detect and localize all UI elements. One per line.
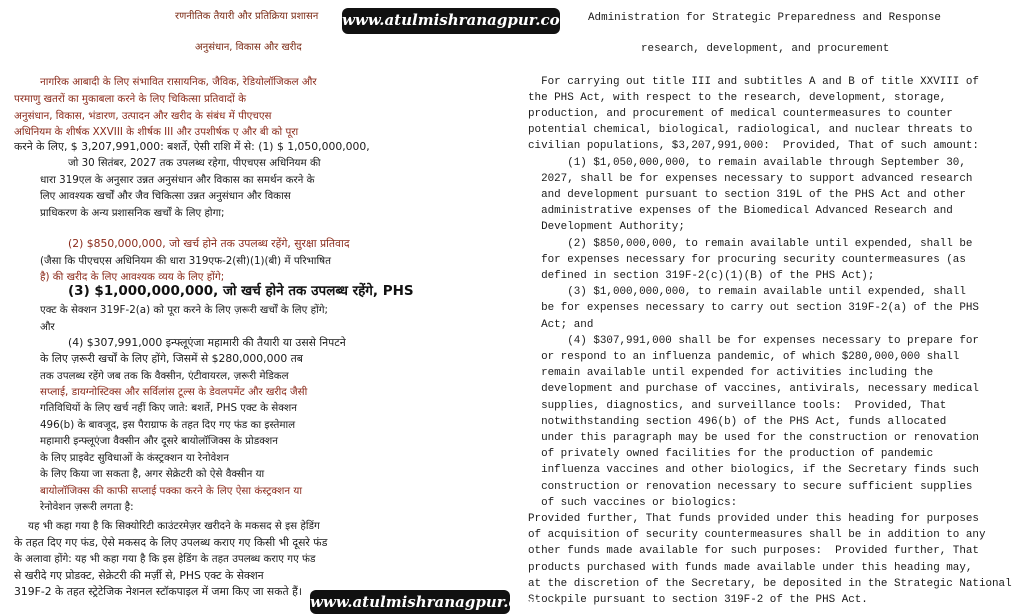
english-line: remain available until expended for activities including the [528,367,934,379]
english-line: Development Authority; [528,221,685,233]
english-line: (3) $1,000,000,000, to remain available until expended, shall [528,286,966,298]
hindi-line: एक्ट के सेक्शन 319F-2(a) को पूरा करने के लिए ज़रूरी खर्चों के लिए होंगे; [40,304,329,316]
english-line: of such vaccines or biologics: [528,497,738,509]
hindi-line: प्राधिकरण के अन्य प्रशासनिक खर्चों के लिए होगा; [40,207,225,219]
hindi-line: सप्लाई, डायग्नोस्टिक्स और सर्विलांस टूल्स के डेवलपमेंट और खरीद जैसी [40,386,308,398]
watermark-banner-top: www.atulmishranagpur.com [342,8,560,34]
hindi-line: नागरिक आबादी के लिए संभावित रासायनिक, जैविक, रेडियोलॉजिकल और [40,76,317,88]
hindi-line: अनुसंधान, विकास, भंडारण, उत्पादन और खरीद के संबंध में पीएचएस [14,110,272,122]
english-line: For carrying out title III and subtitles A and B of title XXVIII of [528,76,979,88]
english-line: civilian populations, $3,207,991,000: Provided, That of such amount: [528,140,979,152]
english-line: other funds made available for such purposes: Provided further, That [528,545,979,557]
english-line: construction or renovation necessary to secure sufficient supplies [528,481,973,493]
english-line: and development pursuant to section 319L of the PHS Act and other [528,189,966,201]
english-line: or respond to an influenza pandemic, of which $280,000,000 shall [528,351,960,363]
english-line: influenza vaccines and other biologics, if the Secretary finds such [528,464,979,476]
hindi-line: 496(b) के बावजूद, इस पैराग्राफ के तहत दिए गए फंड का इस्तेमाल [40,419,296,431]
english-line: 2027, shall be for expenses necessary to support advanced research [528,173,973,185]
hindi-line: जो 30 सितंबर, 2027 तक उपलब्ध रहेगा, पीएचएस अधिनियम की [68,157,321,169]
english-subtitle: research, development, and procurement [641,43,890,55]
hindi-line: परमाणु खतरों का मुकाबला करने के लिए चिकित्सा प्रतिवादों के [14,93,247,105]
hindi-line: के तहत दिए गए फंड, ऐसे मकसद के लिए उपलब्ध कराए गए किसी भी दूसरे फंड [14,536,328,549]
english-original-column [528,0,1018,615]
hindi-line: धारा 319एल के अनुसार उन्नत अनुसंधान और विकास का समर्थन करने के [40,174,315,186]
english-line: Provided further, That funds provided under this heading for purposes [528,513,979,525]
hindi-line: तक उपलब्ध रहेंगे जब तक कि वैक्सीन, एंटीवायरल, ज़रूरी मेडिकल [40,370,289,382]
hindi-line: के लिए किया जा सकता है, अगर सेक्रेटरी को ऐसे वैक्सीन या [40,468,265,480]
hindi-line: यह भी कहा गया है कि सिक्योरिटी काउंटरमेज़र खरीदने के मकसद से इस हेडिंग [28,520,320,532]
english-line: supplies, diagnostics, and surveillance tools: Provided, That [528,400,947,412]
english-line: at the discretion of the Secretary, be deposited in the Strategic National [528,578,1012,590]
hindi-line: लिए आवश्यक खर्चों और जैव चिकित्सा उन्नत अनुसंधान और विकास [40,190,291,202]
hindi-line: महामारी इन्फ्लूएंजा वैक्सीन और दूसरे बायोलॉजिक्स के प्रोडक्शन [40,435,278,447]
hindi-line: अधिनियम के शीर्षक XXVIII के शीर्षक III और उपशीर्षक ए और बी को पूरा [14,126,299,138]
english-line: notwithstanding section 496(b) of the PHS Act, funds allocated [528,416,947,428]
english-line: of privately owned facilities for the production of pandemic [528,448,934,460]
english-line: production, and procurement of medical countermeasures to counter [528,108,953,120]
hindi-line: (4) $307,991,000 इन्फ्लूएंजा महामारी की तैयारी या उससे निपटने [68,336,346,349]
english-line: (4) $307,991,000 shall be for expenses necessary to prepare for [528,335,979,347]
hindi-line: बायोलॉजिक्स की काफी सप्लाई पक्का करने के लिए ऐसा कंस्ट्रक्शन या [40,485,303,497]
english-line: under this paragraph may be used for the construction or renovation [528,432,979,444]
hindi-line: करने के लिए, $ 3,207,991,000: बशर्ते, ऐसी राशि में से: (1) $ 1,050,000,000, [14,140,370,153]
hindi-line: के लिए प्राइवेट सुविधाओं के कंस्ट्रक्शन या रेनोवेशन [40,452,229,464]
hindi-line: और [40,321,55,333]
english-line: Stockpile pursuant to section 319F-2 of the PHS Act. [528,594,868,606]
english-line: of acquisition of security countermeasures shall be in addition to any [528,529,986,541]
hindi-line: से खरीदे गए प्रोडक्ट, सेक्रेटरी की मर्ज़ी से, PHS एक्ट के सेक्शन [14,569,264,582]
english-line: for expenses necessary for procuring security countermeasures (as [528,254,966,266]
english-line: development and purchase of vaccines, antivirals, necessary medical [528,383,979,395]
hindi-line-highlight: (3) $1,000,000,000, जो खर्च होने तक उपलब्ध रहेंगे, PHS [68,283,414,299]
hindi-line: (जैसा कि पीएचएस अधिनियम की धारा 319एफ-2(सी)(1)(बी) में परिभाषित [40,255,331,267]
hindi-line: 319F-2 के तहत स्ट्रेटेजिक नेशनल स्टॉकपाइल में जमा किए जा सकते हैं। [14,585,302,598]
english-line: products purchased with funds made available under this heading may, [528,562,973,574]
english-line: be for expenses necessary to carry out section 319F-2(a) of the PHS [528,302,979,314]
hindi-line: के अलावा होंगे: यह भी कहा गया है कि इस हेडिंग के तहत उपलब्ध कराए गए फंड [14,553,316,565]
english-line: administrative expenses of the Biomedical Advanced Research and [528,205,953,217]
english-line: Act; and [528,319,594,331]
english-line: potential chemical, biological, radiological, and nuclear threats to [528,124,973,136]
watermark-banner-bottom: www.atulmishranagpur.com [310,590,510,614]
english-line: (2) $850,000,000, to remain available until expended, shall be [528,238,973,250]
hindi-line: गतिविधियों के लिए खर्च नहीं किए जाते: बशर्ते, PHS एक्ट के सेक्शन [40,402,297,414]
hindi-line: के लिए ज़रूरी खर्चों के लिए होंगे, जिसमें से $280,000,000 तब [40,352,303,365]
english-line: defined in section 319F-2(c)(1)(B) of the PHS Act); [528,270,875,282]
english-line: (1) $1,050,000,000, to remain available through September 30, [528,157,966,169]
hindi-line: रेनोवेशन ज़रूरी लगता है: [40,501,134,513]
hindi-line: है) की खरीद के लिए आवश्यक व्यय के लिए होंगे; [40,271,225,283]
english-line: the PHS Act, with respect to the research, development, storage, [528,92,947,104]
hindi-title: रणनीतिक तैयारी और प्रतिक्रिया प्रशासन [175,11,319,22]
hindi-line: (2) $850,000,000, जो खर्च होने तक उपलब्ध रहेंगे, सुरक्षा प्रतिवाद [68,237,350,250]
english-title: Administration for Strategic Preparedness and Response [588,12,941,24]
hindi-subtitle: अनुसंधान, विकास और खरीद [195,42,302,53]
